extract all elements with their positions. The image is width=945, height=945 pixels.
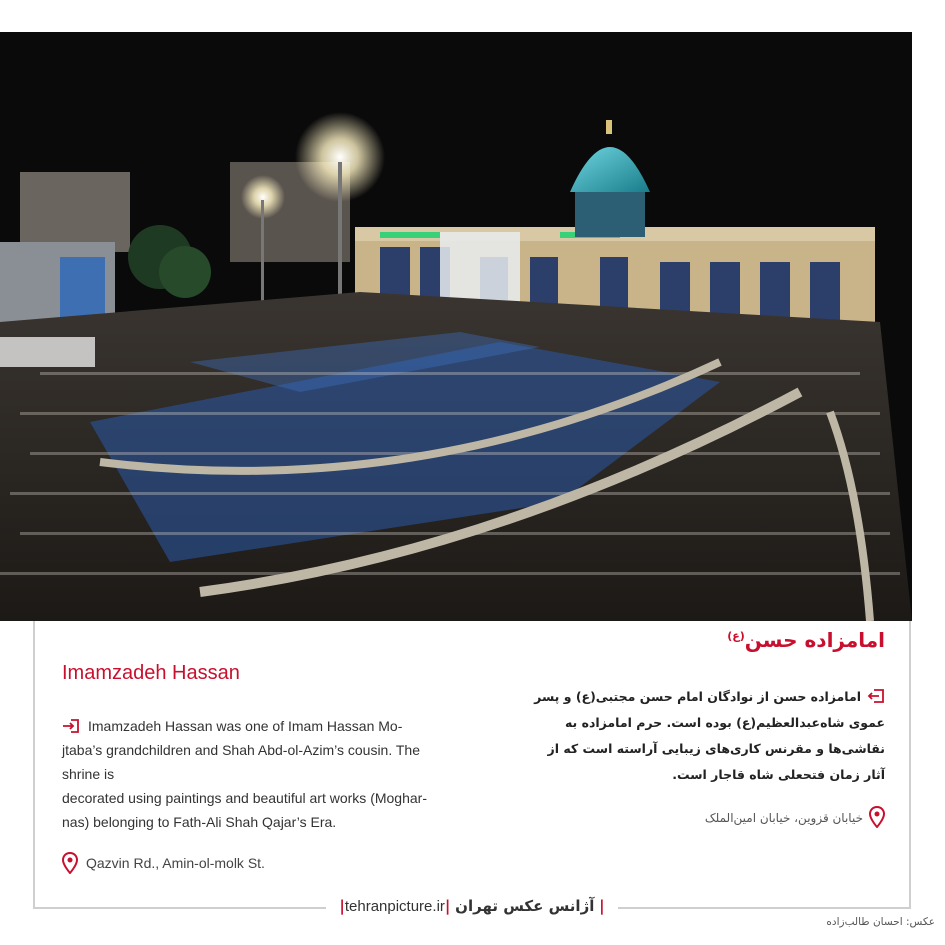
brand-name: آژانس عکس تهران: [455, 897, 595, 915]
brand-url[interactable]: tehranpicture.ir: [344, 898, 445, 915]
english-description: Imamzadeh Hassan was one of Imam Hassan Mo- jtaba’s grandchildren and Shah Abd-ol-Azim’s cousin. The shrine is decorated using paintings and beautiful art works (Moghar- nas) belonging to Fath-Ali Shah Qajar’s Era.: [62, 718, 427, 830]
english-title: Imamzadeh Hassan: [62, 662, 240, 684]
english-address: Qazvin Rd., Amin-ol-molk St.: [62, 852, 265, 874]
persian-title: امامزاده حسن$^{(ع)}$: [727, 628, 885, 652]
location-pin-icon: [62, 852, 78, 874]
shrine-photo: [0, 32, 912, 621]
brand-footer: |tehranpicture.ir| آژانس عکس تهران |: [326, 897, 618, 915]
enter-arrow-icon: [62, 717, 80, 733]
shrine-night-scene: [0, 32, 912, 621]
enter-arrow-icon: [867, 687, 885, 703]
persian-description: امامزاده حسن از نوادگان امام حسن مجتبی(ع) و پسر عموی شاه‌عبدالعظیم(ع) بوده است. حرم امامزاده به نقاشی‌ها و مقرنس کاری‌های زیبایی آراسته است که از آثار زمان فتحعلی شاه قاجار است.: [534, 689, 885, 782]
photo-credit: عکس: احسان طالب‌زاده: [826, 916, 935, 928]
location-pin-icon: [869, 806, 885, 828]
persian-address: خیابان قزوین، خیابان امین‌الملک: [705, 806, 885, 828]
